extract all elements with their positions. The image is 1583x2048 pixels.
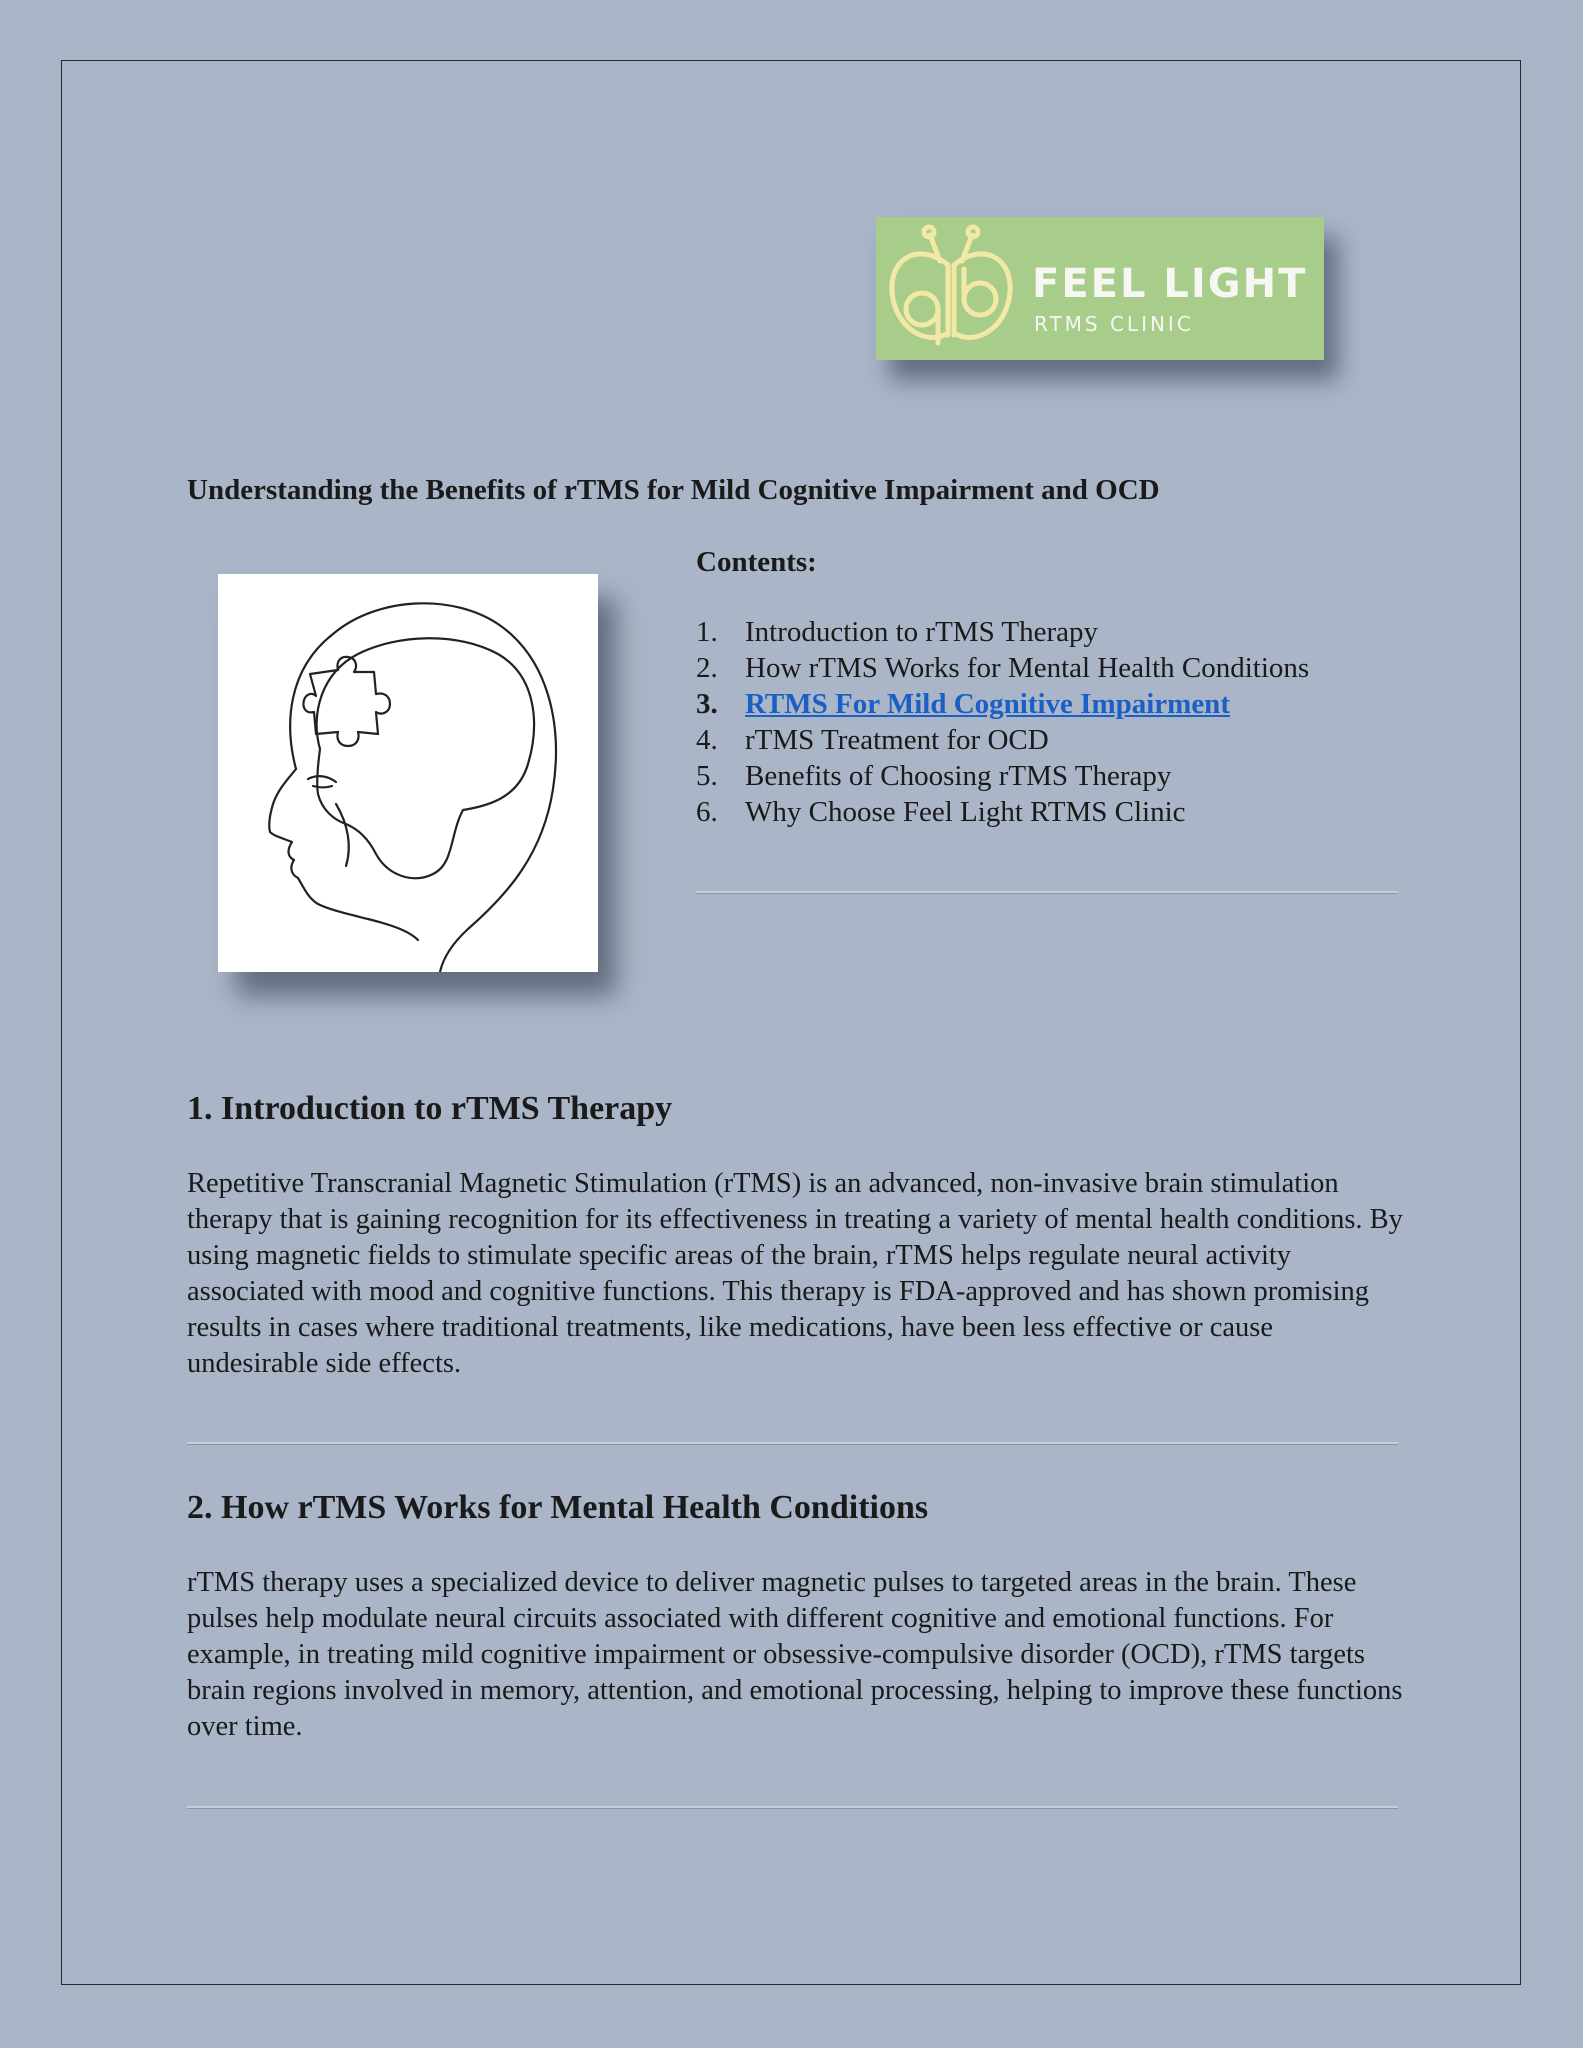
toc-item[interactable]: 2. How rTMS Works for Mental Health Conditions [696, 652, 1310, 684]
toc-item[interactable]: 5. Benefits of Choosing rTMS Therapy [696, 760, 1172, 792]
divider [696, 891, 1398, 894]
table-of-contents [696, 614, 1309, 830]
head-illustration [218, 574, 598, 972]
butterfly-logo-icon [882, 223, 1022, 355]
logo-subtitle: RTMS CLINIC [1034, 312, 1194, 336]
document-title: Understanding the Benefits of rTMS for Mild Cognitive Impairment and OCD [187, 474, 1160, 506]
toc-item[interactable]: 4. rTMS Treatment for OCD [696, 724, 1049, 756]
toc-link[interactable]: RTMS For Mild Cognitive Impairment [745, 688, 1230, 720]
toc-item[interactable]: 6. Why Choose Feel Light RTMS Clinic [696, 796, 1186, 828]
divider [187, 1806, 1398, 1809]
section-title: 2. How rTMS Works for Mental Health Conditions [187, 1489, 929, 1526]
head-profile-puzzle-icon [218, 574, 598, 972]
section-body: rTMS therapy uses a specialized device to deliver magnetic pulses to targeted areas in the brain. These pulses help modulate neural circuits associated with different cognitive and emotional functions. For example, in treating mild cognitive impairment or obsessive-compulsive disorder (OCD), rTMS targets brain regions involved in memory, attention, and emotional processing, helping to improve these functions over time. [187, 1567, 1403, 1742]
clinic-logo [876, 217, 1324, 360]
toc-item-link[interactable]: 3. RTMS For Mild Cognitive Impairment [696, 688, 1230, 720]
section-body: Repetitive Transcranial Magnetic Stimulation (rTMS) is an advanced, non-invasive brain stimulation therapy that is gaining recognition for its effectiveness in treating a variety of mental health conditions. By using magnetic fields to stimulate specific areas of the brain, rTMS helps regulate neural activity associated with mood and cognitive functions. This therapy is FDA-approved and has shown promising results in cases where traditional treatments, like medications, have been less effective or cause undesirable side effects. [187, 1168, 1403, 1379]
section-title: 1. Introduction to rTMS Therapy [187, 1090, 673, 1127]
toc-item[interactable]: 1. Introduction to rTMS Therapy [696, 616, 1099, 648]
contents-heading: Contents: [696, 546, 817, 578]
divider [187, 1442, 1398, 1445]
logo-name: FEEL LIGHT [1032, 261, 1308, 307]
